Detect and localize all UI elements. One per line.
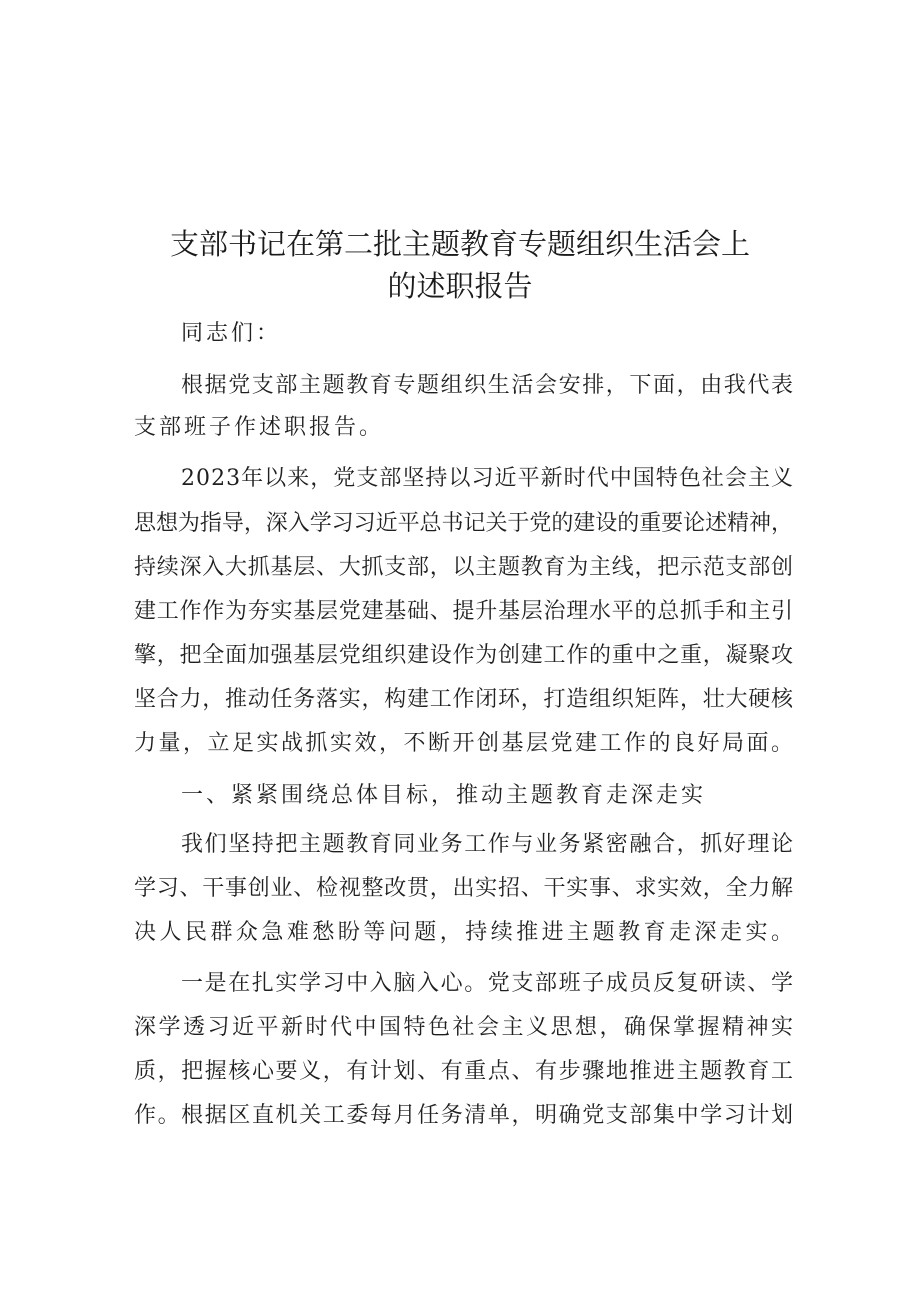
paragraph-2-line-4: 建工作作为夯实基层党建基础、提升基层治理水平的总抓手和主引 [134, 599, 794, 624]
paragraph-4-line-2: 学习、干事创业、检视整改贯，出实招、干实事、求实效，全力解 [134, 876, 794, 901]
paragraph-5-line-3: 质，把握核心要义，有计划、有重点、有步骤地推进主题教育工 [134, 1059, 795, 1084]
document-title-line-1: 支部书记在第二批主题教育专题组织生活会上 [169, 227, 750, 261]
paragraph-2-line-3: 持续深入大抓基层、大抓支部，以主题教育为主线，把示范支部创 [134, 555, 794, 580]
paragraph-2-line-1: 2023年以来，党支部坚持以习近平新时代中国特色社会主义 [181, 466, 795, 491]
paragraph-2-line-5: 擎，把全面加强基层党组织建设作为创建工作的重中之重，凝聚攻 [134, 643, 794, 668]
paragraph-1-line-2: 支部班子作述职报告。 [134, 415, 385, 440]
paragraph-5-line-4: 作。根据区直机关工委每月任务清单，明确党支部集中学习计划 [134, 1103, 795, 1128]
paragraph-5-line-2: 深学透习近平新时代中国特色社会主义思想，确保掌握精神实 [134, 1015, 796, 1040]
paragraph-5-line-1: 一是在扎实学习中入脑入心。党支部班子成员反复研读、学 [181, 971, 795, 996]
document-title-line-2: 的述职报告 [387, 269, 533, 303]
section-heading-1: 一、紧紧围绕总体目标，推动主题教育走深走实 [181, 783, 707, 808]
paragraph-4-line-3: 决人民群众急难愁盼等问题，持续推进主题教育走深走实。 [134, 920, 797, 945]
salutation: 同志们： [181, 321, 282, 346]
paragraph-2-line-2: 思想为指导，深入学习习近平总书记关于党的建设的重要论述精神， [134, 511, 793, 536]
paragraph-4-line-1: 我们坚持把主题教育同业务工作与业务紧密融合，抓好理论 [181, 832, 795, 857]
paragraph-1-line-1: 根据党支部主题教育专题组织生活会安排，下面，由我代表 [181, 373, 795, 398]
paragraph-2-line-7: 力量，立足实战抓实效，不断开创基层党建工作的良好局面。 [134, 731, 796, 756]
paragraph-2-line-6: 坚合力，推动任务落实，构建工作闭环，打造组织矩阵，壮大硬核 [134, 687, 794, 712]
